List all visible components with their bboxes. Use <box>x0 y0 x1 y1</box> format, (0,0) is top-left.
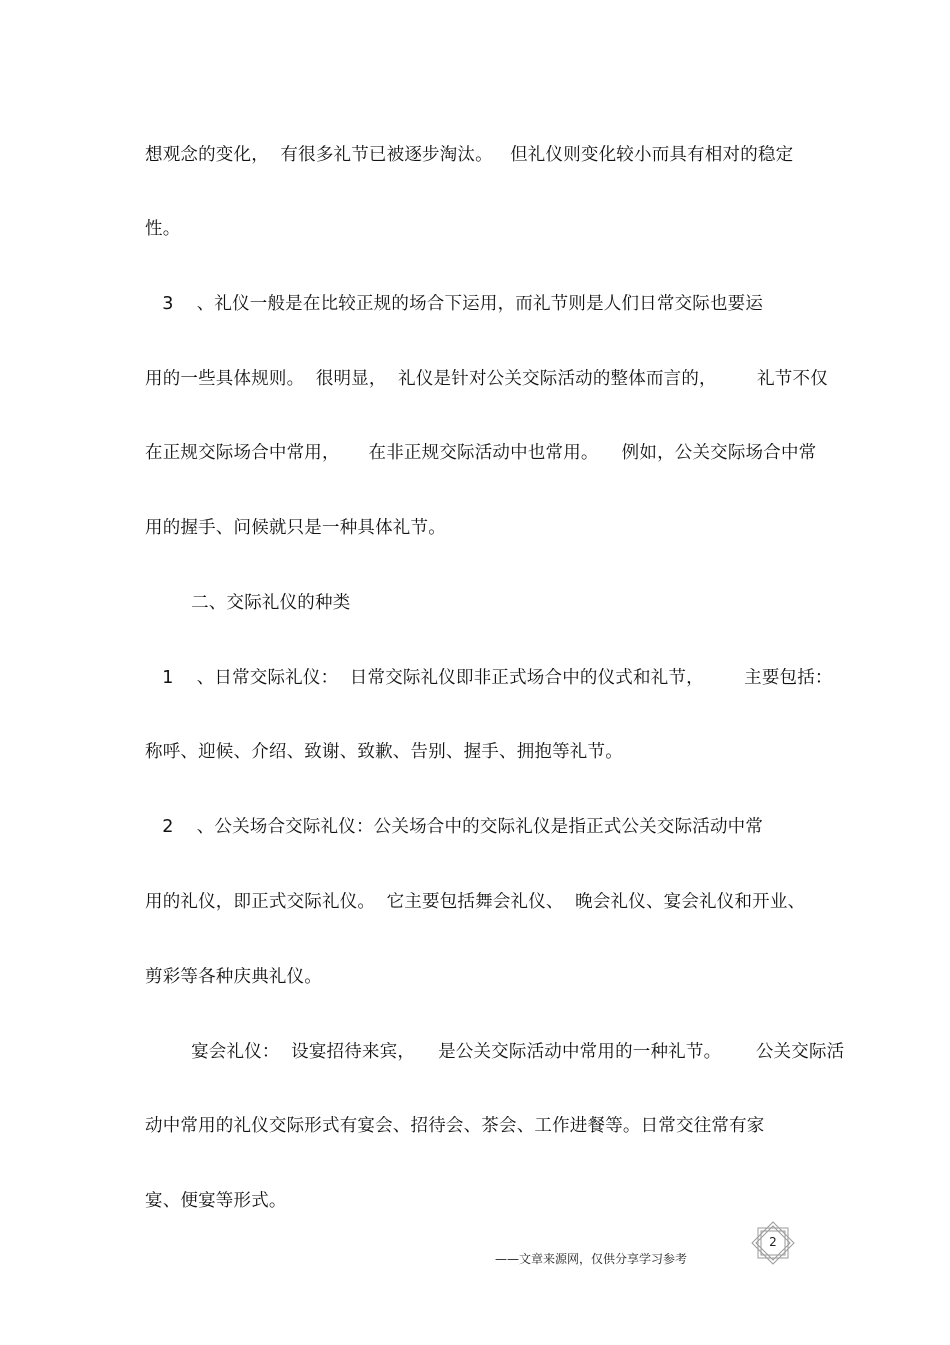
paragraph-line: 2 、公关场合交际礼仪：公关场合中的交际礼仪是指正式公关交际活动中常 <box>145 817 764 837</box>
paragraph-line: 用的一些具体规则。 很明显， 礼仪是针对公关交际活动的整体而言的， 礼节不仅 <box>145 369 828 389</box>
paragraph-line: 性。 <box>145 219 181 239</box>
paragraph-line: 宴会礼仪： 设宴招待来宾， 是公关交际活动中常用的一种礼节。 公关交际活 <box>145 1042 845 1062</box>
paragraph-line: 称呼、迎候、介绍、致谢、致歉、告别、握手、拥抱等礼节。 <box>145 742 623 762</box>
paragraph-line: 宴、便宴等形式。 <box>145 1191 287 1211</box>
page-number: 2 <box>769 1235 777 1249</box>
paragraph-line: 3 、礼仪一般是在比较正规的场合下运用，而礼节则是人们日常交际也要运 <box>145 294 764 314</box>
paragraph-line: 用的握手、问候就只是一种具体礼节。 <box>145 518 446 538</box>
paragraph-line: 想观念的变化， 有很多礼节已被逐步淘汰。 但礼仪则变化较小而具有相对的稳定 <box>145 145 794 165</box>
paragraph-line: 1 、日常交际礼仪： 日常交际礼仪即非正式场合中的仪式和礼节， 主要包括： <box>145 668 833 688</box>
paragraph-line: 剪彩等各种庆典礼仪。 <box>145 967 322 987</box>
section-heading: 二、交际礼仪的种类 <box>145 593 351 613</box>
page-number-badge <box>750 1220 796 1266</box>
paragraph-line: 在正规交际场合中常用， 在非正规交际活动中也常用。 例如，公关交际场合中常 <box>145 443 817 463</box>
paragraph-line: 用的礼仪，即正式交际礼仪。 它主要包括舞会礼仪、 晚会礼仪、宴会礼仪和开业、 <box>145 892 806 912</box>
footer-source-note: ——文章来源网，仅供分享学习参考 <box>495 1252 688 1266</box>
paragraph-line: 动中常用的礼仪交际形式有宴会、招待会、茶会、工作进餐等。日常交往常有家 <box>145 1116 765 1136</box>
